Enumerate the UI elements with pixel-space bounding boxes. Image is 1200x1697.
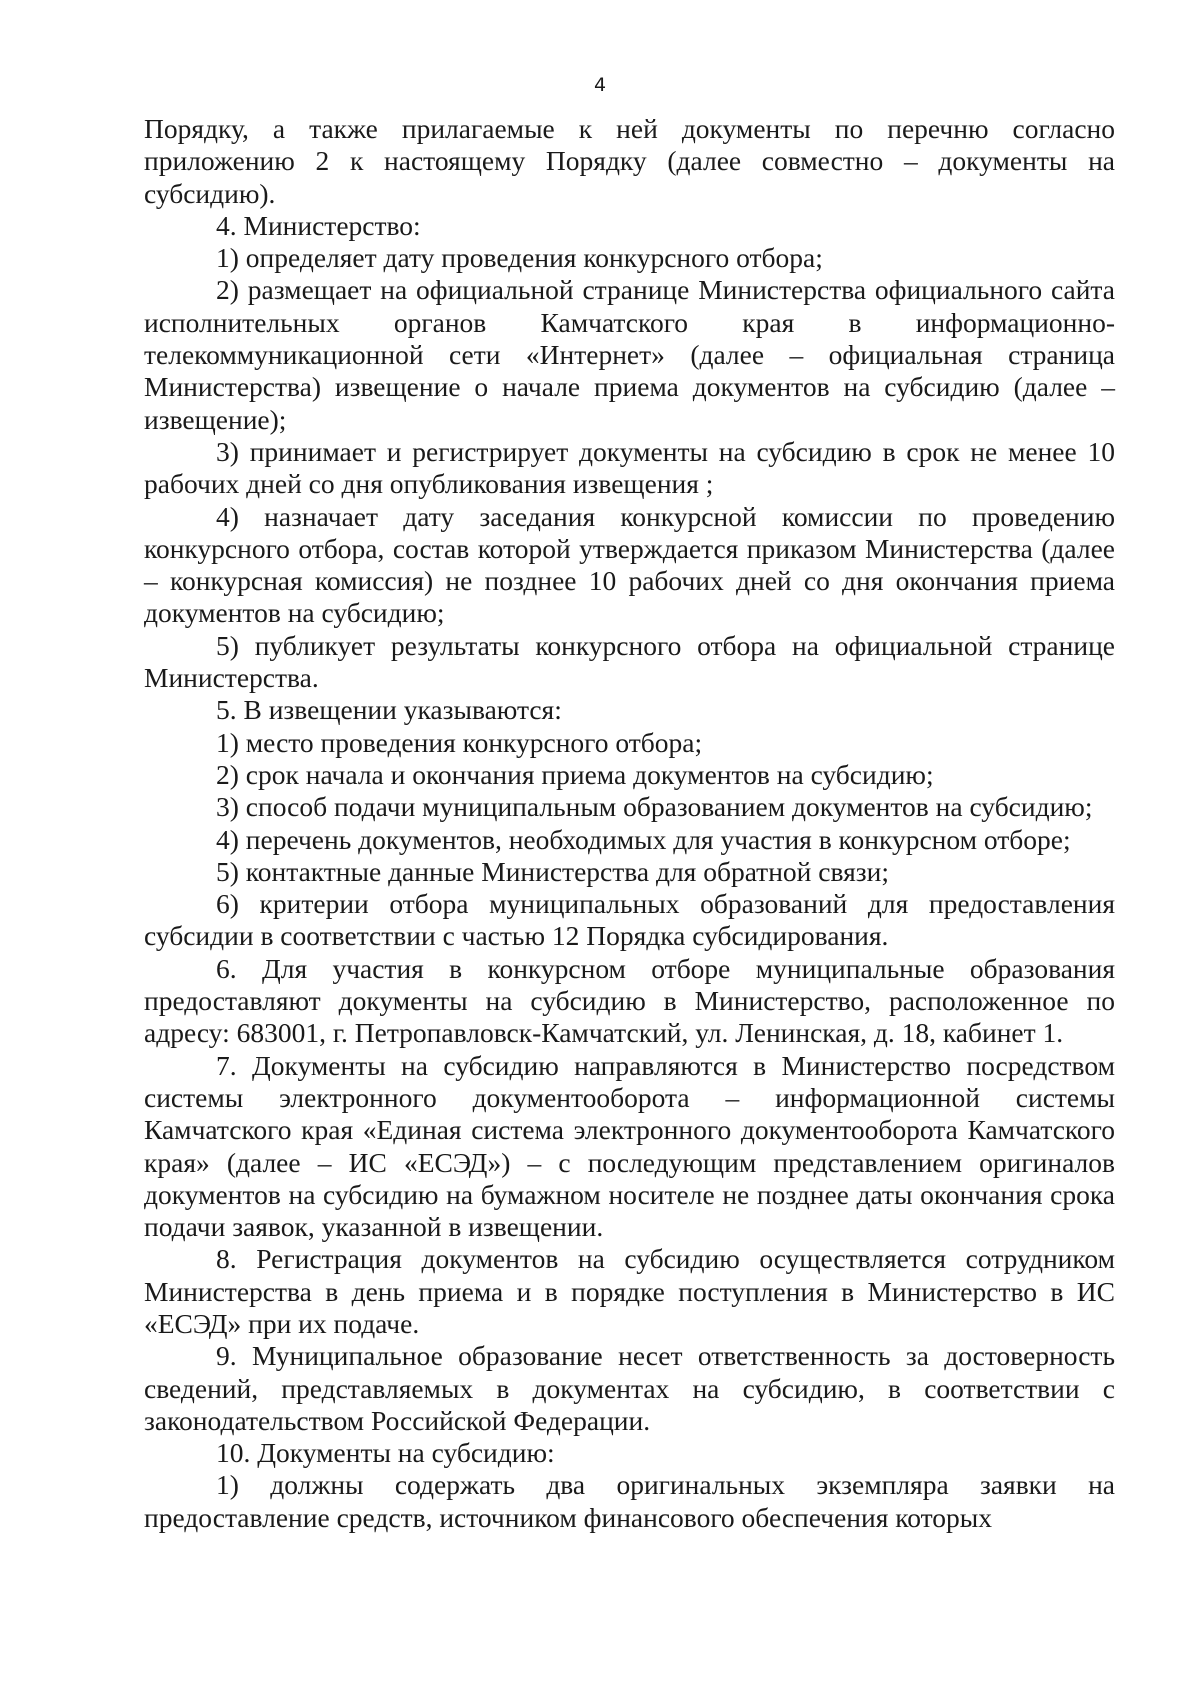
section-10-item-1: 1) должны содержать два оригинальных экземпляра заявки на предоставление средств, источником финансового обеспечения которых xyxy=(144,1469,1115,1533)
section-8: 8. Регистрация документов на субсидию осуществляется сотрудником Министерства в день приема и в порядке поступления в Министерство в ИС «ЕСЭД» при их подаче. xyxy=(144,1243,1115,1339)
section-4-item-4: 4) назначает дату заседания конкурсной комиссии по проведению конкурсного отбора, состав которой утверждается приказом Министерства (далее – конкурсная комиссия) не позднее 10 рабочих дней со дня окончания приема документов на субсидию; xyxy=(144,500,1115,629)
section-6: 6. Для участия в конкурсном отборе муниципальные образования предоставляют документы на субсидию в Министерство, расположенное по адресу: 683001, г. Петропавловск-Камчатский, ул. Ленинская, д. 18, кабинет 1. xyxy=(144,952,1115,1049)
paragraph-continuation: Порядку, а также прилагаемые к ней документы по перечню согласно приложению 2 к настоящему Порядку (далее совместно – документы на субсидию). xyxy=(144,113,1115,209)
section-4-item-5: 5) публикует результаты конкурсного отбора на официальной странице Министерства. xyxy=(144,629,1115,694)
section-5-item-4: 4) перечень документов, необходимых для участия в конкурсном отборе; xyxy=(216,823,1071,855)
section-4-item-1: 1) определяет дату проведения конкурсного отбора; xyxy=(216,242,823,274)
section-5-item-5: 5) контактные данные Министерства для обратной связи; xyxy=(216,855,889,887)
section-5-item-3: 3) способ подачи муниципальным образованием документов на субсидию; xyxy=(216,791,1093,823)
page-number: 4 xyxy=(593,74,607,96)
section-10-heading: 10. Документы на субсидию: xyxy=(216,1437,555,1469)
section-4-heading: 4. Министерство: xyxy=(216,209,421,241)
section-5-item-1: 1) место проведения конкурсного отбора; xyxy=(216,726,703,758)
section-4-item-2: 2) размещает на официальной странице Министерства официального сайта исполнительных органов Камчатского края в информационно-телекоммуникационной сети «Интернет» (далее – официальная страница Министерства) извещение о начале приема документов на субсидию (далее – извещение); xyxy=(144,274,1115,435)
section-9: 9. Муниципальное образование несет ответственность за достоверность сведений, представляемых в документах на субсидию, в соответствии с законодательством Российской Федерации. xyxy=(144,1340,1115,1436)
section-4-item-3: 3) принимает и регистрирует документы на субсидию в срок не менее 10 рабочих дней со дня опубликования извещения ; xyxy=(144,435,1115,500)
section-5-item-6: 6) критерии отбора муниципальных образований для предоставления субсидии в соответствии с частью 12 Порядка субсидирования. xyxy=(144,888,1115,952)
section-5-heading: 5. В извещении указываются: xyxy=(216,694,562,726)
section-7: 7. Документы на субсидию направляются в Министерство посредством системы электронного документооборота – информационной системы Камчатского края «Единая система электронного документооборота Камчатского края» (далее – ИС «ЕСЭД») – с последующим представлением оригиналов документов на субсидию на бумажном носителе не позднее даты окончания срока подачи заявок, указанной в извещении. xyxy=(144,1049,1115,1243)
document-body xyxy=(144,113,1115,1534)
section-5-item-2: 2) срок начала и окончания приема документов на субсидию; xyxy=(216,758,934,790)
